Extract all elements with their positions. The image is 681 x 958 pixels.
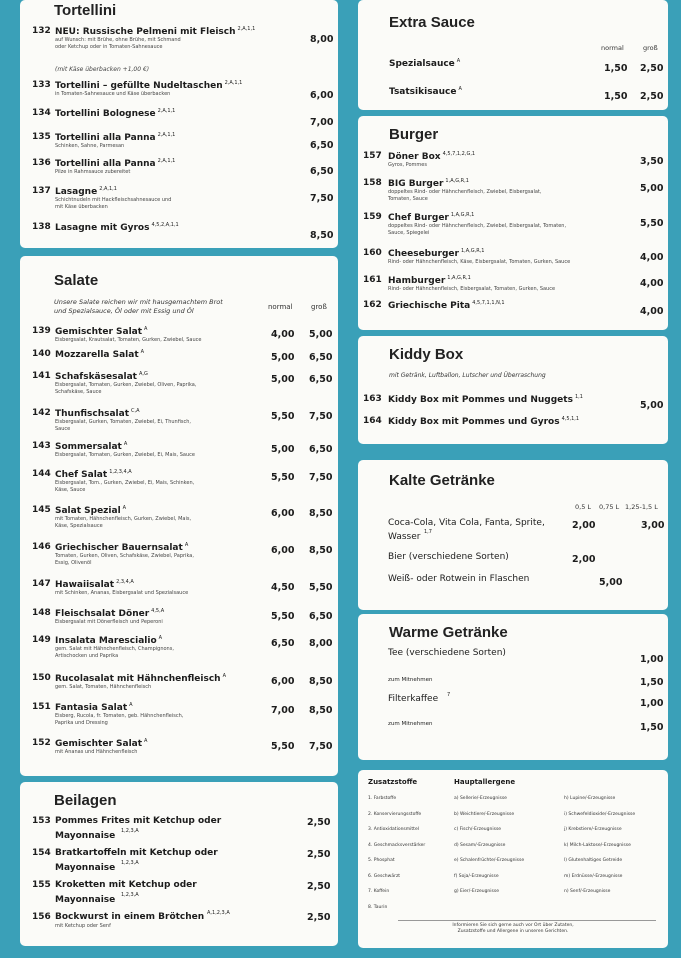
item-price: 5,00 (309, 329, 333, 340)
legend-additive: 8. Taurin (368, 904, 388, 910)
allergen-codes: 2,A,1,1 (224, 80, 243, 86)
salate-title: Salate (54, 272, 99, 289)
item-number: 163 (363, 394, 382, 404)
item-price: 5,50 (271, 611, 295, 622)
item-description: Sauce, Spiegelei (388, 229, 430, 236)
item-name: Mozzarella Salat $^A$ (55, 349, 145, 360)
item-price: 7,50 (309, 741, 333, 752)
item-number: 158 (363, 178, 382, 188)
legend-allergen: d) Sesam/-Erzeugnisse (454, 842, 506, 848)
item-name-cont: Mayonnaise (55, 863, 116, 873)
kiddy-title: Kiddy Box (389, 346, 464, 363)
allergen-codes: A (144, 738, 148, 744)
allergen-codes: 4,5,2,A,1,1 (151, 222, 179, 228)
warme-title: Warme Getränke (389, 624, 508, 641)
legend-allergen: h) Lupine/-Erzeugnisse (564, 796, 616, 801)
item-description: doppeltes Rind- oder Hähnchenfleisch, Zwiebel, Eisbergsalat, (388, 189, 542, 195)
item-description: mit Käse überbacken (55, 203, 108, 210)
drink-name: zum Mitnehmen (388, 677, 433, 683)
item-price: 2,50 (307, 849, 331, 860)
kalte-col-3: 1,25-1,5 L (625, 503, 658, 511)
kalte-col-2: 0,75 L (599, 503, 620, 511)
legend-allergen: e) Schalenfrüchte/-Erzeugnisse (454, 858, 525, 863)
item-price: 6,50 (309, 352, 333, 363)
item-description: Tomaten, Gurken, Oliven, Schafskäse, Zwiebel, Paprika, (55, 553, 194, 559)
allergen-codes: 7 (447, 692, 451, 698)
item-description: Eisbergsalat mit Dönerfleisch und Peperoni (55, 619, 163, 625)
item-number: 159 (363, 212, 382, 222)
item-description: Schinken, Sahne, Parmesan (55, 143, 125, 149)
item-number: 162 (363, 300, 382, 310)
legend-additive: 6. Geschwärzt (368, 873, 401, 879)
item-price: 6,00 (271, 508, 295, 519)
legend-allergen: b) Weichtiere/-Erzeugnisse (454, 811, 515, 817)
drink-name-cont: Wasser (388, 532, 421, 542)
item-description: Eisbergsalat, Tomaten, Gurken, Zwiebel, Ei, Mais, Sauce (55, 452, 195, 458)
item-name: Thunfischsalat $^{C,A}$ (55, 408, 140, 419)
item-description: auf Wunsch: mit Brühe, ohne Brühe, mit Schmand (55, 37, 181, 43)
item-description: Rind- oder Hähnchenfleisch, Käse, Eisbergsalat, Tomaten, Gurken, Sauce (388, 259, 571, 265)
item-price: 4,00 (640, 306, 664, 317)
legend-footer-line: Informieren Sie sich gerne auch vor Ort über Zutaten, (452, 923, 574, 928)
allergen-codes: 2,A,1,1 (99, 186, 117, 192)
item-name: Pommes Frites mit Ketchup oder (55, 816, 222, 826)
price-large: 3,00 (641, 520, 665, 531)
item-name: Gemischter Salat $^A$ (55, 738, 148, 749)
item-price: 5,00 (271, 352, 295, 363)
item-number: 152 (32, 738, 51, 748)
item-name: Bratkartoffeln mit Ketchup oder (55, 848, 218, 858)
legend-additive: 2. Konservierungsstoffe (368, 811, 422, 817)
allergen-codes: C,A (131, 408, 140, 414)
allergen-codes: 4,5,7,1,2,G,1 (442, 151, 476, 157)
item-price: 5,00 (271, 374, 295, 385)
item-name: Tortellini Bolognese $^{2,A,1,1}$ (55, 108, 176, 119)
allergen-codes: A (222, 673, 226, 679)
legend-footer-line: Zusatzstoffe und Allergene in unseren Gerichten. (457, 929, 569, 934)
item-price: 8,50 (309, 676, 333, 687)
legend-additive: 5. Phosphat (368, 858, 395, 863)
item-description: Eisbergsalat, Gurken, Tomaten, Zwiebel, Ei, Thunfisch, (55, 419, 191, 425)
salate-col-gross: groß (311, 303, 327, 311)
item-name: Tortellini alla Panna $^{2,A,1,1}$ (55, 132, 176, 143)
item-number: 156 (32, 912, 51, 922)
item-description: doppeltes Rind- oder Hähnchenfleisch, Zwiebel, Eisbergsalat, Tomaten, (388, 223, 567, 229)
drink-name: Coca-Cola, Vita Cola, Fanta, Sprite, (388, 518, 545, 528)
burger-panel (358, 116, 668, 330)
salate-intro-line: Unsere Salate reichen wir mit hausgemachtem Brot (54, 298, 223, 306)
item-price: 6,00 (271, 676, 295, 687)
item-price: 2,50 (640, 63, 664, 74)
item-name: Schafskäsesalat $^{A,G}$ (55, 371, 148, 382)
item-price: 8,00 (310, 34, 334, 45)
item-description: oder Ketchup oder in Tomaten-Sahnesauce (55, 43, 163, 50)
item-number: 134 (32, 108, 51, 118)
salate-intro-line: und Spezialsauce, Öl oder mit Essig und Öl (54, 307, 194, 315)
allergen-codes: 2,3,4,A (116, 579, 134, 585)
legend-allergen: c) Fisch/-Erzeugnisse (454, 827, 502, 832)
drink-name: Tee (verschiedene Sorten) (388, 648, 506, 658)
tortellini-title: Tortellini (54, 2, 117, 19)
item-price: 1,50 (640, 677, 664, 688)
legend-allergen: n) Senf/-Erzeugnisse (564, 889, 611, 894)
item-name: Cheeseburger $^{1,A,G,R,1}$ (388, 248, 485, 259)
item-description: Schafskäse, Sauce (55, 388, 102, 395)
item-number: 138 (32, 222, 51, 232)
item-description: Eisbergsalat, Krautsalat, Tomaten, Gurken, Zwiebel, Sauce (55, 337, 202, 343)
item-price: 5,50 (271, 472, 295, 483)
allergen-codes: 1,7 (424, 529, 432, 535)
salate-intro (54, 298, 223, 316)
legend-additive: 7. Koffein (368, 889, 390, 894)
allergen-codes: 1,2,3,4,A (109, 469, 132, 475)
item-price: 1,00 (640, 654, 664, 665)
item-name: Chef Burger $^{1,A,G,R,1}$ (388, 212, 475, 223)
drink-name: zum Mitnehmen (388, 721, 433, 727)
legend-allergen: i) Schwefeldioxide/-Erzeugnisse (564, 811, 636, 817)
allergen-codes: 2,A,1,1 (237, 26, 256, 32)
item-price: 7,50 (310, 193, 334, 204)
item-number: 164 (363, 416, 382, 426)
item-number: 154 (32, 848, 51, 858)
item-number: 135 (32, 132, 51, 142)
allergen-codes: A,1,2,3,A (207, 910, 230, 916)
item-price: 8,50 (309, 705, 333, 716)
kiddy-panel (358, 336, 668, 444)
item-price: 6,50 (309, 374, 333, 385)
item-price: 6,50 (271, 638, 295, 649)
allergen-codes: 4,5,A (151, 608, 165, 614)
item-number: 137 (32, 186, 51, 196)
item-price: 8,50 (309, 545, 333, 556)
sauce-col-normal: normal (601, 44, 624, 52)
item-name: Rucolasalat mit Hähnchenfleisch $^A$ (55, 673, 226, 684)
item-name: Kroketten mit Ketchup oder (55, 880, 197, 890)
legend-allergen: j) Krebstiere/-Erzeugnisse (564, 827, 622, 832)
item-price: 1,00 (640, 698, 664, 709)
warme-panel (358, 614, 668, 760)
item-number: 147 (32, 579, 51, 589)
item-name: Tortellini alla Panna $^{2,A,1,1}$ (55, 158, 176, 169)
item-description: Rind- oder Hähnchenfleisch, Eisbergsalat, Tomaten, Gurken, Sauce (388, 286, 556, 292)
sauce-col-gross: groß (643, 44, 658, 52)
legend-additive: 4. Geschmacksverstärker (368, 842, 426, 848)
allergen-codes: 2,A,1,1 (157, 158, 176, 164)
legend-allergen: f) Soja/-Erzeugnisse (454, 873, 499, 879)
item-description: Essig, Olivenöl (55, 559, 92, 566)
kalte-panel (358, 460, 668, 610)
item-description: Paprika und Dressing (55, 719, 108, 726)
item-name: Kiddy Box mit Pommes und Gyros $^{4,5,1,1}$ (388, 416, 580, 427)
item-name: NEU: Russische Pelmeni mit Fleisch $^{2,A,1,1}$ (55, 26, 256, 37)
item-price: 3,50 (640, 156, 664, 167)
allergen-codes: A (123, 441, 128, 447)
item-price: 7,00 (310, 117, 334, 128)
item-description: Pilze in Rahmsauce zubereitet (55, 169, 131, 175)
beilagen-title: Beilagen (54, 792, 117, 809)
item-price: 6,00 (310, 90, 334, 101)
legend-divider (398, 920, 656, 921)
item-name: Kiddy Box mit Pommes und Nuggets $^{1,1}$ (388, 394, 583, 405)
item-name: Sommersalat $^A$ (55, 441, 128, 452)
item-number: 144 (32, 469, 51, 479)
allergen-codes: 1,2,3,A (121, 860, 139, 866)
item-name: Tortellini – gefüllte Nudeltaschen $^{2,A,1,1}$ (55, 80, 243, 91)
item-name: Gemischter Salat $^A$ (55, 326, 148, 337)
item-price: 8,50 (310, 230, 334, 241)
item-name: Salat Spezial $^A$ (55, 505, 127, 516)
item-name: Tsatsikisauce $^A$ (389, 86, 462, 97)
item-name: Bockwurst in einem Brötchen (55, 912, 205, 922)
item-price: 6,50 (309, 444, 333, 455)
item-name: Fleischsalat Döner $^{4,5,A}$ (55, 608, 165, 619)
item-description: gem. Salat, Tomaten, Hähnchenfleisch (55, 684, 152, 690)
item-name-cont: Mayonnaise (55, 831, 116, 841)
item-description: Artischocken und Paprika (55, 652, 119, 659)
item-name: Hamburger $^{1,A,G,R,1}$ (388, 275, 471, 286)
allergen-codes: 1,1 (574, 394, 583, 400)
item-price: 4,00 (640, 252, 664, 263)
item-price: 2,50 (307, 881, 331, 892)
item-price: 8,00 (309, 638, 333, 649)
price-small: 2,00 (572, 554, 596, 565)
item-number: 161 (363, 275, 382, 285)
legend-allergen: l) Glutenhaltiges Getreide (564, 858, 623, 863)
allergen-codes: A (129, 702, 133, 708)
price-small: 2,00 (572, 520, 596, 531)
item-number: 146 (32, 542, 51, 552)
item-description: in Tomaten-Sahnesauce und Käse überbacken (55, 91, 171, 97)
item-number: 153 (32, 816, 51, 826)
kiddy-subtitle: mit Getränk, Luftballon, Lutscher und Überraschung (389, 372, 546, 379)
item-number: 139 (32, 326, 51, 336)
tortellini-panel (20, 0, 338, 248)
drink-name: Filterkaffee (388, 694, 439, 704)
item-number: 148 (32, 608, 51, 618)
allergen-codes: 4,5,1,1 (561, 416, 580, 422)
allergen-codes: 2,A,1,1 (157, 108, 176, 114)
allergen-codes: 4,5,7,1,1,N,1 (472, 300, 505, 306)
item-price: 4,50 (271, 582, 295, 593)
extra-sauce-title: Extra Sauce (389, 14, 475, 31)
item-name: Chef Salat $^{1,2,3,4,A}$ (55, 469, 132, 480)
kalte-col-1: 0,5 L (575, 503, 592, 511)
item-price: 6,50 (310, 140, 334, 151)
item-name: Döner Box $^{4,5,7,1,2,G,1}$ (388, 151, 476, 162)
item-name-cont: Mayonnaise (55, 895, 116, 905)
item-number: 157 (363, 151, 382, 161)
legend-allergen: m) Erdnüsse/-Erzeugnisse (564, 873, 623, 879)
item-price: 6,50 (310, 166, 334, 177)
item-description: gem. Salat mit Hähnchenfleisch, Champignons, (55, 646, 174, 652)
item-price: 5,00 (271, 444, 295, 455)
item-price: 2,50 (640, 91, 664, 102)
legend-footer (358, 923, 668, 935)
item-name: Lasagne $^{2,A,1,1}$ (55, 186, 117, 197)
item-number: 155 (32, 880, 51, 890)
legend-panel (358, 770, 668, 948)
item-name: Fantasia Salat $^A$ (55, 702, 133, 713)
item-price: 4,00 (271, 329, 295, 340)
item-number: 160 (363, 248, 382, 258)
allergen-codes: 2,A,1,1 (157, 132, 176, 138)
item-price: 6,50 (309, 611, 333, 622)
item-price: 7,50 (309, 411, 333, 422)
drink-name: Weiß- oder Rotwein in Flaschen (388, 574, 530, 584)
burger-title: Burger (389, 126, 439, 143)
item-number: 132 (32, 26, 51, 36)
item-number: 150 (32, 673, 51, 683)
item-price: 5,00 (640, 400, 664, 411)
legend-col1-title: Zusatzstoffe (368, 778, 418, 786)
item-description: mit Tomaten, Hähnchenfleisch, Gurken, Zwiebel, Mais, (55, 516, 192, 522)
legend-allergen: a) Sellerie/-Erzeugnisse (454, 796, 507, 801)
item-description: Schichtnudeln mit Hackfleischsahnesauce und (55, 197, 172, 203)
cheese-note: (mit Käse überbacken +1,00 €) (55, 66, 150, 73)
item-description: mit Schinken, Ananas, Eisbergsalat und Spezialsauce (55, 590, 189, 596)
item-price: 5,50 (309, 582, 333, 593)
item-price: 2,50 (307, 912, 331, 923)
item-name: Insalata Marescialio $^A$ (55, 635, 163, 646)
item-price: 8,50 (309, 508, 333, 519)
item-name: Griechische Pita $^{4,5,7,1,1,N,1}$ (388, 300, 505, 311)
item-price: 4,00 (640, 278, 664, 289)
item-name: Spezialsauce $^A$ (389, 58, 461, 69)
item-price: 6,00 (271, 545, 295, 556)
legend-additive: 3. Antioxidationsmittel (368, 827, 419, 832)
item-name: Hawaiisalat $^{2,3,4,A}$ (55, 579, 134, 590)
allergen-codes: A (158, 635, 163, 641)
allergen-codes: A (184, 542, 189, 548)
item-number: 143 (32, 441, 51, 451)
item-description: Eisbergsalat, Tomaten, Gurken, Zwiebel, Oliven, Paprika, (55, 382, 197, 388)
legend-additive: 1. Farbstoffe (368, 796, 397, 801)
item-price: 1,50 (604, 91, 628, 102)
item-name: Griechischer Bauernsalat $^A$ (55, 542, 189, 553)
salate-panel (20, 256, 338, 776)
item-price: 5,50 (271, 741, 295, 752)
allergen-codes: A (458, 86, 462, 92)
allergen-codes: 1,A,G,R,1 (450, 212, 475, 218)
legend-allergen: g) Eier/-Erzeugnisse (454, 889, 499, 894)
legend-col2-title: Hauptallergene (454, 778, 516, 786)
item-number: 151 (32, 702, 51, 712)
item-description: Eisberg, Rucola, fr. Tomaten, geb. Hähnchenfleisch, (55, 713, 184, 719)
allergen-codes: 1,2,3,A (121, 828, 139, 834)
allergen-codes: 1,2,3,A (121, 892, 139, 898)
price-medium: 5,00 (599, 577, 623, 588)
item-price: 5,50 (271, 411, 295, 422)
allergen-codes: A (122, 505, 127, 511)
allergen-codes: 1,A,G,R,1 (447, 275, 471, 281)
item-description: mit Ketchup oder Senf (55, 923, 111, 929)
item-price: 7,50 (309, 472, 333, 483)
item-price: 1,50 (640, 722, 664, 733)
salate-col-normal: normal (268, 303, 293, 311)
allergen-codes: 1,A,G,R,1 (445, 178, 469, 184)
item-description: Eisbergsalat, Tom., Gurken, Zwiebel, Ei, Mais, Schinken, (55, 480, 195, 486)
allergen-codes: 1,A,G,R,1 (460, 248, 485, 254)
legend-allergen: k) Milch-Laktose/-Erzeugnisse (564, 842, 631, 848)
extra-sauce-panel (358, 0, 668, 110)
kalte-title: Kalte Getränke (389, 472, 495, 489)
item-name: Lasagne mit Gyros $^{4,5,2,A,1,1}$ (55, 222, 179, 233)
item-description: Sauce (55, 425, 71, 432)
item-number: 142 (32, 408, 51, 418)
item-price: 7,00 (271, 705, 295, 716)
item-price: 2,50 (307, 817, 331, 828)
allergen-codes: A (456, 58, 461, 64)
item-description: Käse, Spezialsauce (55, 522, 103, 529)
item-name: BIG Burger $^{1,A,G,R,1}$ (388, 178, 469, 189)
allergen-codes: A (140, 349, 145, 355)
allergen-codes: A,G (138, 371, 148, 377)
item-price: 1,50 (604, 63, 628, 74)
item-number: 133 (32, 80, 51, 90)
item-number: 136 (32, 158, 51, 168)
item-number: 149 (32, 635, 51, 645)
item-description: Gyros, Pommes (388, 162, 427, 168)
item-number: 145 (32, 505, 51, 515)
item-price: 5,00 (640, 183, 664, 194)
item-description: mit Ananas und Hähnchenfleisch (55, 749, 138, 755)
item-description: Käse, Sauce (55, 486, 86, 493)
beilagen-panel (20, 782, 338, 946)
item-price: 5,50 (640, 218, 664, 229)
item-number: 141 (32, 371, 51, 381)
allergen-codes: A (144, 326, 148, 332)
item-description: Tomaten, Sauce (388, 195, 428, 202)
item-number: 140 (32, 349, 51, 359)
drink-name: Bier (verschiedene Sorten) (388, 552, 509, 562)
